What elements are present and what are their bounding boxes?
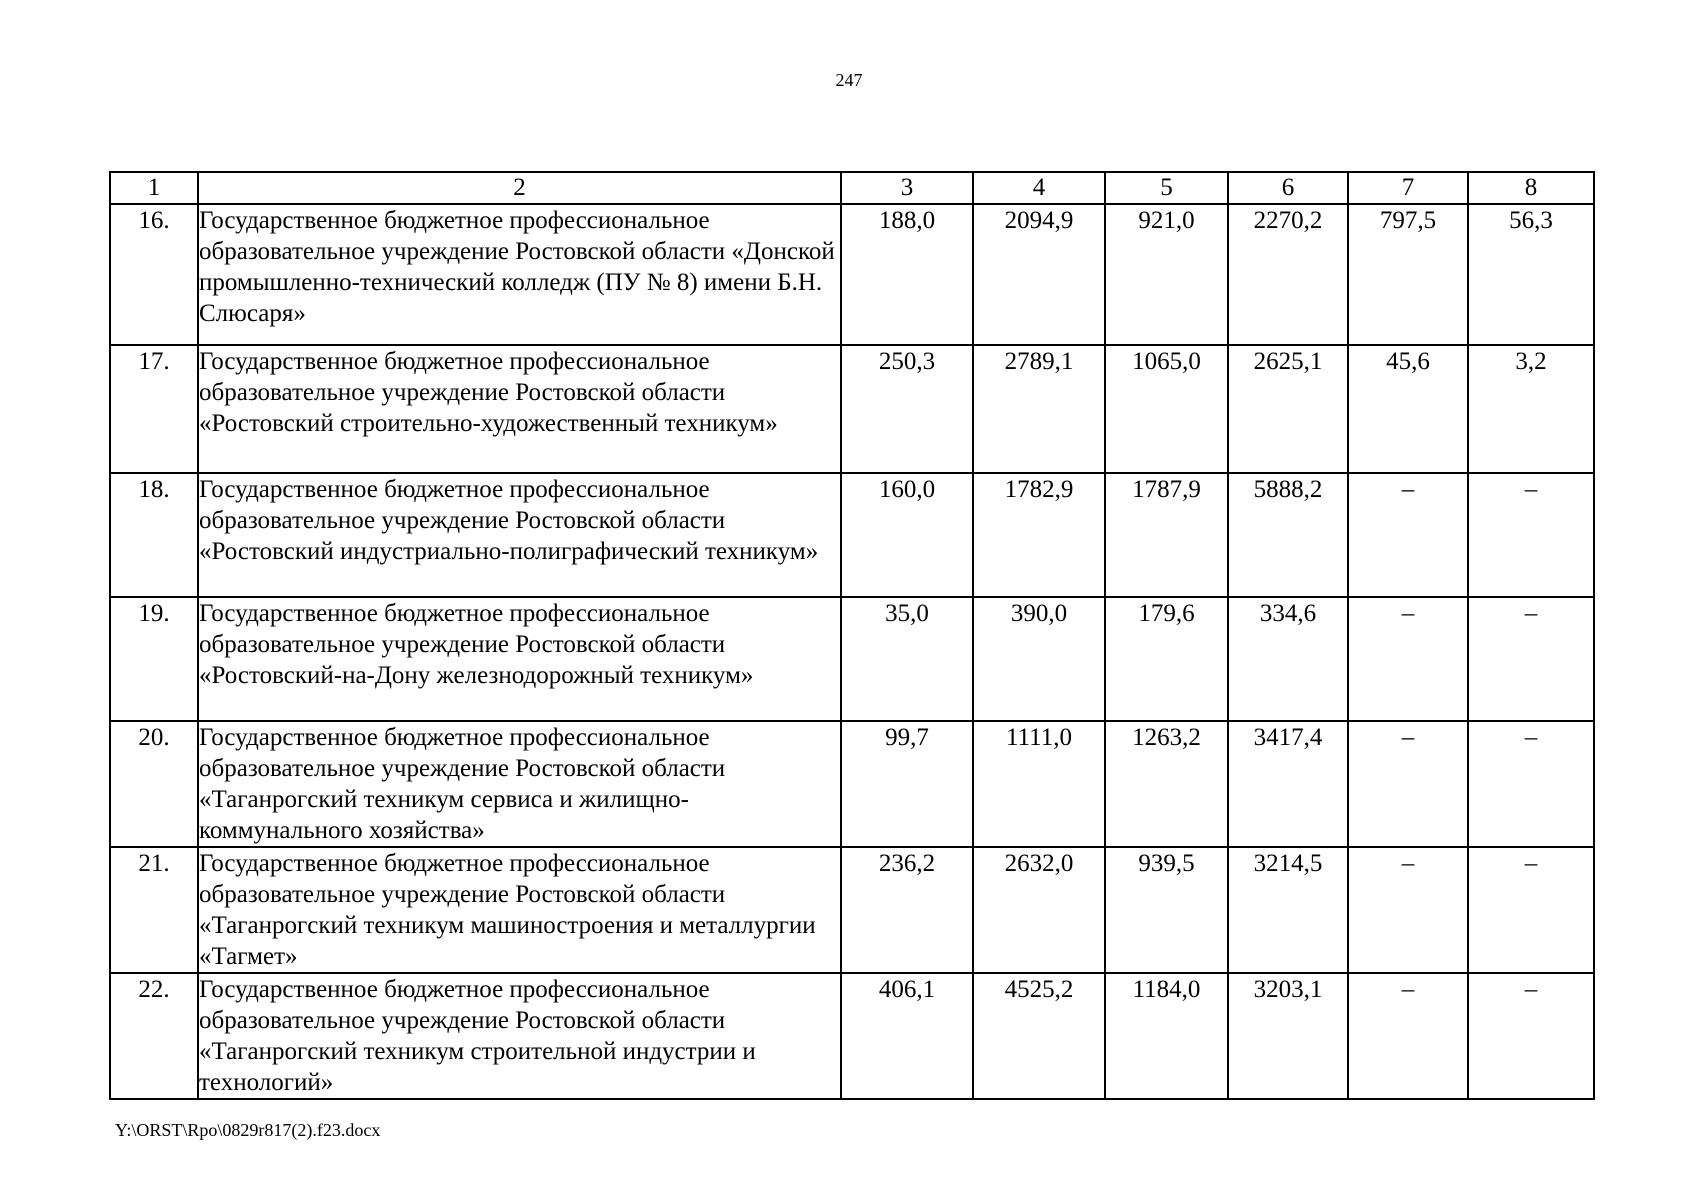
institution-name: Государственное бюджетное профессиональное образовательное учреждение Ростовской области «Донской промышленно-технический колледж (ПУ № 8) имени Б.Н. Слюсаря» (198, 204, 841, 345)
value-col-4: 2632,0 (973, 847, 1105, 973)
table-row (110, 597, 1594, 721)
value-col-7: – (1348, 597, 1468, 721)
row-number: 18. (110, 473, 198, 597)
column-header: 1 (110, 172, 198, 204)
institution-name: Государственное бюджетное профессиональное образовательное учреждение Ростовской области «Ростовский-на-Дону железнодорожный техникум» (198, 597, 841, 721)
row-number: 19. (110, 597, 198, 721)
row-number: 22. (110, 973, 198, 1099)
value-col-3: 250,3 (841, 345, 973, 473)
value-col-7: 797,5 (1348, 204, 1468, 345)
value-col-3: 160,0 (841, 473, 973, 597)
value-col-4: 1111,0 (973, 721, 1105, 847)
value-col-5: 179,6 (1105, 597, 1228, 721)
value-col-4: 4525,2 (973, 973, 1105, 1099)
institution-name: Государственное бюджетное профессиональное образовательное учреждение Ростовской области «Таганрогский техникум сервиса и жилищно-коммунального хозяйства» (198, 721, 841, 847)
row-number: 17. (110, 345, 198, 473)
column-header: 3 (841, 172, 973, 204)
value-col-4: 2789,1 (973, 345, 1105, 473)
value-col-8: – (1468, 973, 1594, 1099)
row-number: 21. (110, 847, 198, 973)
value-col-5: 1787,9 (1105, 473, 1228, 597)
value-col-6: 2625,1 (1228, 345, 1348, 473)
table-row (110, 847, 1594, 973)
value-col-5: 921,0 (1105, 204, 1228, 345)
value-col-6: 3417,4 (1228, 721, 1348, 847)
table-row (110, 204, 1594, 345)
value-col-3: 188,0 (841, 204, 973, 345)
value-col-7: 45,6 (1348, 345, 1468, 473)
value-col-8: – (1468, 721, 1594, 847)
column-header: 6 (1228, 172, 1348, 204)
column-header: 7 (1348, 172, 1468, 204)
value-col-5: 1184,0 (1105, 973, 1228, 1099)
value-col-7: – (1348, 973, 1468, 1099)
table-row (110, 345, 1594, 473)
value-col-8: 3,2 (1468, 345, 1594, 473)
institution-name: Государственное бюджетное профессиональное образовательное учреждение Ростовской области «Таганрогский техникум машиностроения и металлургии «Тагмет» (198, 847, 841, 973)
value-col-3: 406,1 (841, 973, 973, 1099)
value-col-6: 3214,5 (1228, 847, 1348, 973)
value-col-8: – (1468, 473, 1594, 597)
file-path-footer: Y:\ORST\Rpo\0829r817(2).f23.docx (115, 1120, 381, 1140)
value-col-7: – (1348, 847, 1468, 973)
table-row (110, 473, 1594, 597)
data-table (109, 171, 1595, 1100)
value-col-5: 1263,2 (1105, 721, 1228, 847)
institution-name: Государственное бюджетное профессиональное образовательное учреждение Ростовской области «Ростовский индустриально-полиграфический техникум» (198, 473, 841, 597)
value-col-7: – (1348, 473, 1468, 597)
column-header: 5 (1105, 172, 1228, 204)
row-number: 16. (110, 204, 198, 345)
page-number: 247 (835, 70, 863, 90)
value-col-3: 236,2 (841, 847, 973, 973)
value-col-8: – (1468, 847, 1594, 973)
value-col-7: – (1348, 721, 1468, 847)
column-header: 4 (973, 172, 1105, 204)
value-col-6: 2270,2 (1228, 204, 1348, 345)
value-col-6: 3203,1 (1228, 973, 1348, 1099)
table-header-row (110, 172, 1594, 204)
value-col-8: – (1468, 597, 1594, 721)
row-number: 20. (110, 721, 198, 847)
institution-name: Государственное бюджетное профессиональное образовательное учреждение Ростовской области «Таганрогский техникум строительной индустрии и технологий» (198, 973, 841, 1099)
value-col-5: 1065,0 (1105, 345, 1228, 473)
value-col-4: 2094,9 (973, 204, 1105, 345)
value-col-3: 99,7 (841, 721, 973, 847)
column-header: 8 (1468, 172, 1594, 204)
value-col-4: 1782,9 (973, 473, 1105, 597)
value-col-8: 56,3 (1468, 204, 1594, 345)
value-col-6: 334,6 (1228, 597, 1348, 721)
table-row (110, 973, 1594, 1099)
value-col-4: 390,0 (973, 597, 1105, 721)
value-col-5: 939,5 (1105, 847, 1228, 973)
institution-name: Государственное бюджетное профессиональное образовательное учреждение Ростовской области «Ростовский строительно-художественный техникум» (198, 345, 841, 473)
table-row (110, 721, 1594, 847)
column-header: 2 (198, 172, 841, 204)
value-col-6: 5888,2 (1228, 473, 1348, 597)
value-col-3: 35,0 (841, 597, 973, 721)
